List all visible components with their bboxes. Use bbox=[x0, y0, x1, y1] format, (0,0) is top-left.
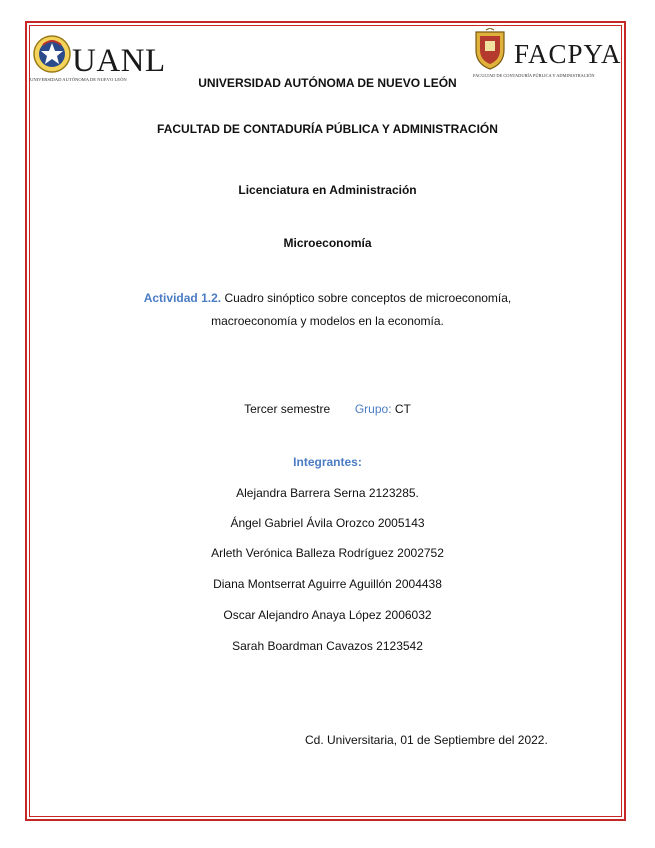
facpya-logo-subtitle: FACULTAD DE CONTADURÍA PÚBLICA Y ADMINISTRACIÓN bbox=[473, 73, 595, 78]
group-value: CT bbox=[394, 402, 411, 416]
activity-description-2: macroeconomía y modelos en la economía. bbox=[211, 314, 444, 328]
place-date: Cd. Universitaria, 01 de Septiembre del 2022. bbox=[305, 733, 548, 747]
member-item: Ángel Gabriel Ávila Orozco 2005143 bbox=[230, 516, 425, 530]
facpya-crest-icon bbox=[473, 28, 507, 70]
degree-title: Licenciatura en Administración bbox=[238, 183, 417, 197]
members-heading: Integrantes: bbox=[293, 455, 362, 469]
member-item: Diana Montserrat Aguirre Aguillón 2004438 bbox=[213, 577, 442, 591]
page-border bbox=[25, 21, 626, 821]
activity-line bbox=[0, 291, 655, 305]
uanl-logo-subtitle: UNIVERSIDAD AUTÓNOMA DE NUEVO LEÓN bbox=[30, 77, 127, 82]
semester-text: Tercer semestre bbox=[244, 402, 331, 416]
activity-label: Actividad 1.2. bbox=[143, 291, 222, 305]
member-item: Oscar Alejandro Anaya López 2006032 bbox=[223, 608, 432, 622]
faculty-title: FACULTAD DE CONTADURÍA PÚBLICA Y ADMINISTRACIÓN bbox=[157, 122, 498, 136]
group-label: Grupo: bbox=[354, 402, 392, 416]
member-item: Alejandra Barrera Serna 2123285. bbox=[236, 486, 419, 500]
facpya-logo-text: FACPYA bbox=[514, 39, 622, 69]
group-line bbox=[0, 402, 655, 416]
member-item: Arleth Verónica Balleza Rodríguez 2002752 bbox=[211, 546, 444, 560]
activity-description-1: Cuadro sinóptico sobre conceptos de microeconomía, bbox=[224, 291, 512, 305]
university-title: UNIVERSIDAD AUTÓNOMA DE NUEVO LEÓN bbox=[198, 76, 457, 90]
uanl-logo-text: UANL bbox=[72, 43, 166, 79]
member-item: Sarah Boardman Cavazos 2123542 bbox=[232, 639, 423, 653]
subject-title: Microeconomía bbox=[283, 236, 372, 250]
uanl-shield-icon bbox=[32, 33, 72, 77]
